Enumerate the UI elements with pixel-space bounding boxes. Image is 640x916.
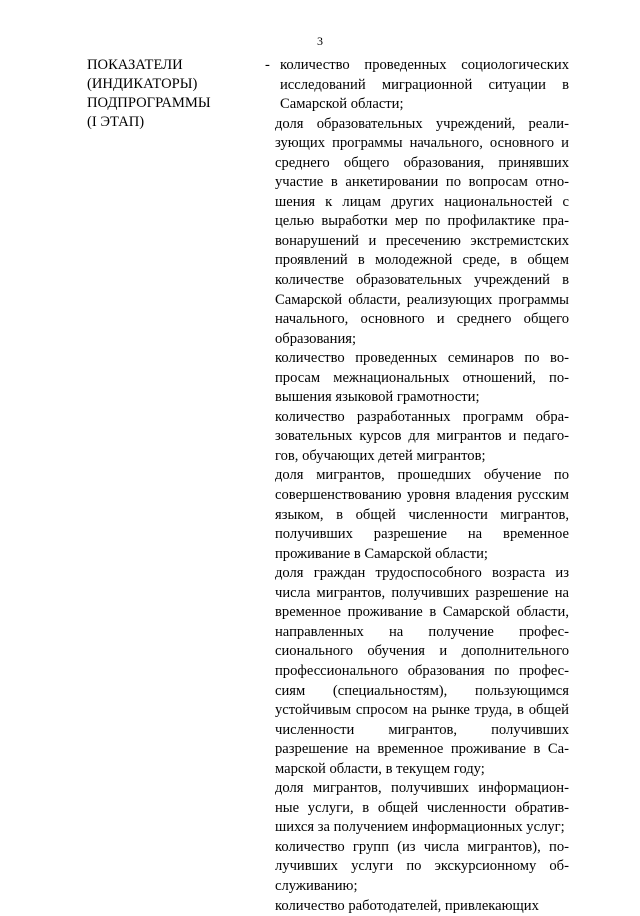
list-item: доля граждан трудоспособного возраста из числа мигрантов, получивших разрешение на временное проживание в Самарской области, направленных на получение профессионального обучения и дополнительного профессионального образования по профессиям (специальностям), пользующимся устойчивым спросом на рынке труда, в общей численности мигрантов, получивших разрешение на временное проживание в Самарской области, в текущем году; <box>275 565 569 777</box>
list-item: доля образовательных учреждений, реализующих программы начального, основного и среднего общего образования, принявших участие в анкетировании по вопросам отношения к лицам других национальностей с целью выработки мер по профилактике правонарушений и пресечению экстремистских проявлений в молодежной среде, в общем количестве образовательных учреждений в Самарской области, реализующих программы начального, основного и среднего общего образования; <box>275 115 569 347</box>
page-number: 3 <box>317 34 323 48</box>
list-item: количество работодателей, привлекающих <box>275 897 539 914</box>
dash-marker: - <box>265 57 270 73</box>
list-item <box>265 56 569 115</box>
list-item: количество групп (из числа мигрантов), получивших услуги по экскурсионному обслуживанию; <box>275 838 569 894</box>
indicator-list <box>265 56 569 916</box>
section-heading: ПОКАЗАТЕЛИ (ИНДИКАТОРЫ) ПОДПРОГРАММЫ (I ЭТАП) <box>87 57 211 130</box>
list-item: количество разработанных программ образовательных курсов для мигрантов и педагогов, обучающих детей мигрантов; <box>275 408 569 464</box>
list-item: доля мигрантов, прошедших обучение по совершенствованию уровня владения русским языком, в общей численности мигрантов, получивших разрешение на временное проживание в Самарской области; <box>275 467 569 562</box>
list-item-text: количество проведенных социологических исследований миграционной ситуации в Самарской области; <box>280 57 569 113</box>
list-item: доля мигрантов, получивших информационные услуги, в общей численности обратившихся за получением информационных услуг; <box>275 780 569 836</box>
list-item: количество проведенных семинаров по вопросам межнациональных отношений, повышения языковой грамотности; <box>275 350 569 406</box>
